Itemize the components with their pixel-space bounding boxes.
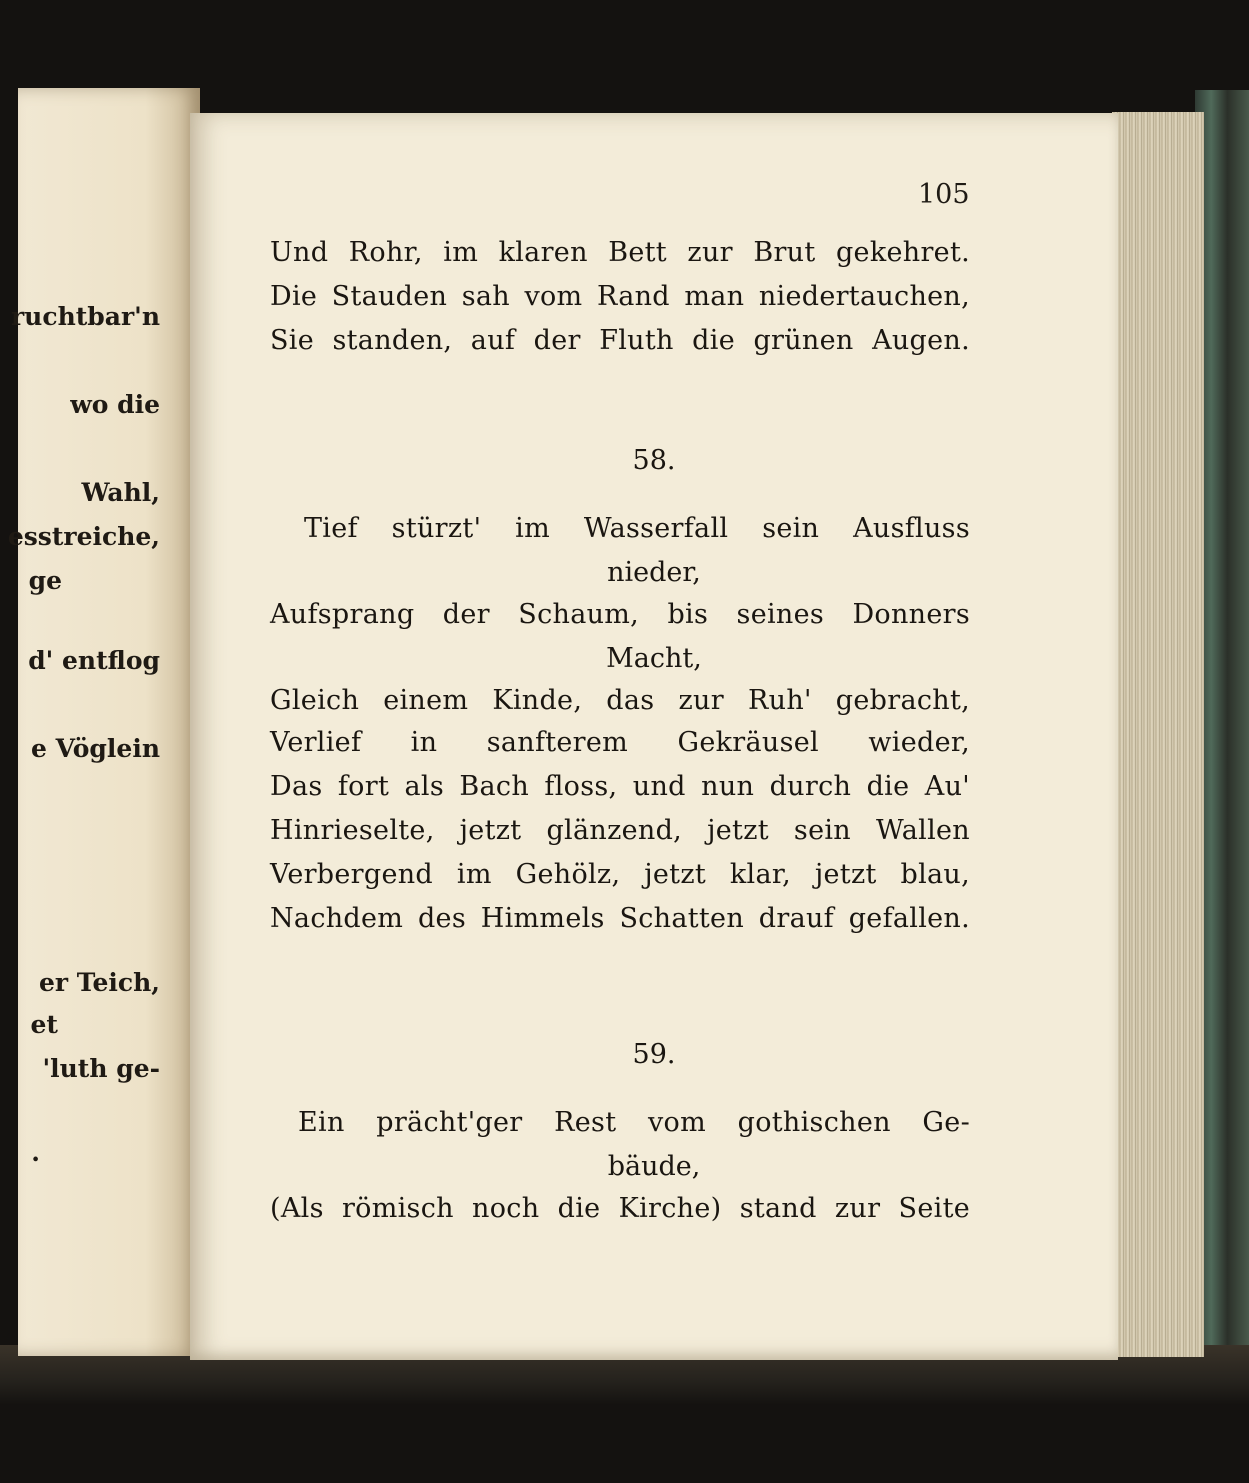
verse-line: Tief stürzt' im Wasserfall sein Ausfluss — [304, 513, 970, 544]
verse-line-continuation: nieder, — [607, 557, 701, 588]
page-number: 105 — [918, 179, 970, 210]
left-page-line: esstreiche, — [7, 522, 160, 551]
verse-line: Die Stauden sah vom Rand man niedertauchen, — [270, 281, 970, 312]
left-page — [7, 88, 200, 1356]
left-page-line: Wahl, — [81, 478, 160, 507]
verse-line: Verbergend im Gehölz, jetzt klar, jetzt blau, — [270, 859, 970, 890]
verse-line: Ein prächt'ger Rest vom gothischen Ge- — [298, 1107, 970, 1138]
left-page-line: d' entflog — [28, 646, 160, 675]
left-page-line: er Teich, — [38, 968, 160, 997]
left-page-line: et — [30, 1010, 58, 1039]
right-page — [190, 113, 1118, 1360]
left-page-line: 'luth ge- — [42, 1054, 160, 1083]
left-page-line: . — [31, 1138, 40, 1167]
verse-line: Hinrieselte, jetzt glänzend, jetzt sein Wallen — [270, 815, 970, 846]
left-page-line: wo die — [70, 390, 160, 419]
left-page-line: ge — [28, 566, 62, 595]
page-edges — [1112, 112, 1204, 1357]
verse-line: Gleich einem Kinde, das zur Ruh' gebracht, — [270, 685, 970, 716]
left-page-line: e Vöglein — [31, 734, 160, 763]
stanza-number: 59. — [632, 1039, 676, 1070]
verse-line-continuation: Macht, — [606, 643, 702, 674]
verse-line: (Als römisch noch die Kirche) stand zur Seite — [270, 1193, 970, 1224]
verse-line: Sie standen, auf der Fluth die grünen Augen. — [270, 325, 970, 356]
left-page-line: ruchtbar'n — [11, 302, 160, 331]
stanza-number: 58. — [632, 445, 676, 476]
verse-line-continuation: bäude, — [607, 1151, 701, 1182]
verse-line: Aufsprang der Schaum, bis seines Donners — [270, 599, 970, 630]
verse-line: Das fort als Bach floss, und nun durch die Au' — [270, 771, 970, 802]
verse-line: Nachdem des Himmels Schatten drauf gefallen. — [270, 903, 970, 934]
verse-line: Verlief in sanfterem Gekräusel wieder, — [270, 727, 970, 758]
verse-line: Und Rohr, im klaren Bett zur Brut gekehret. — [270, 237, 970, 268]
